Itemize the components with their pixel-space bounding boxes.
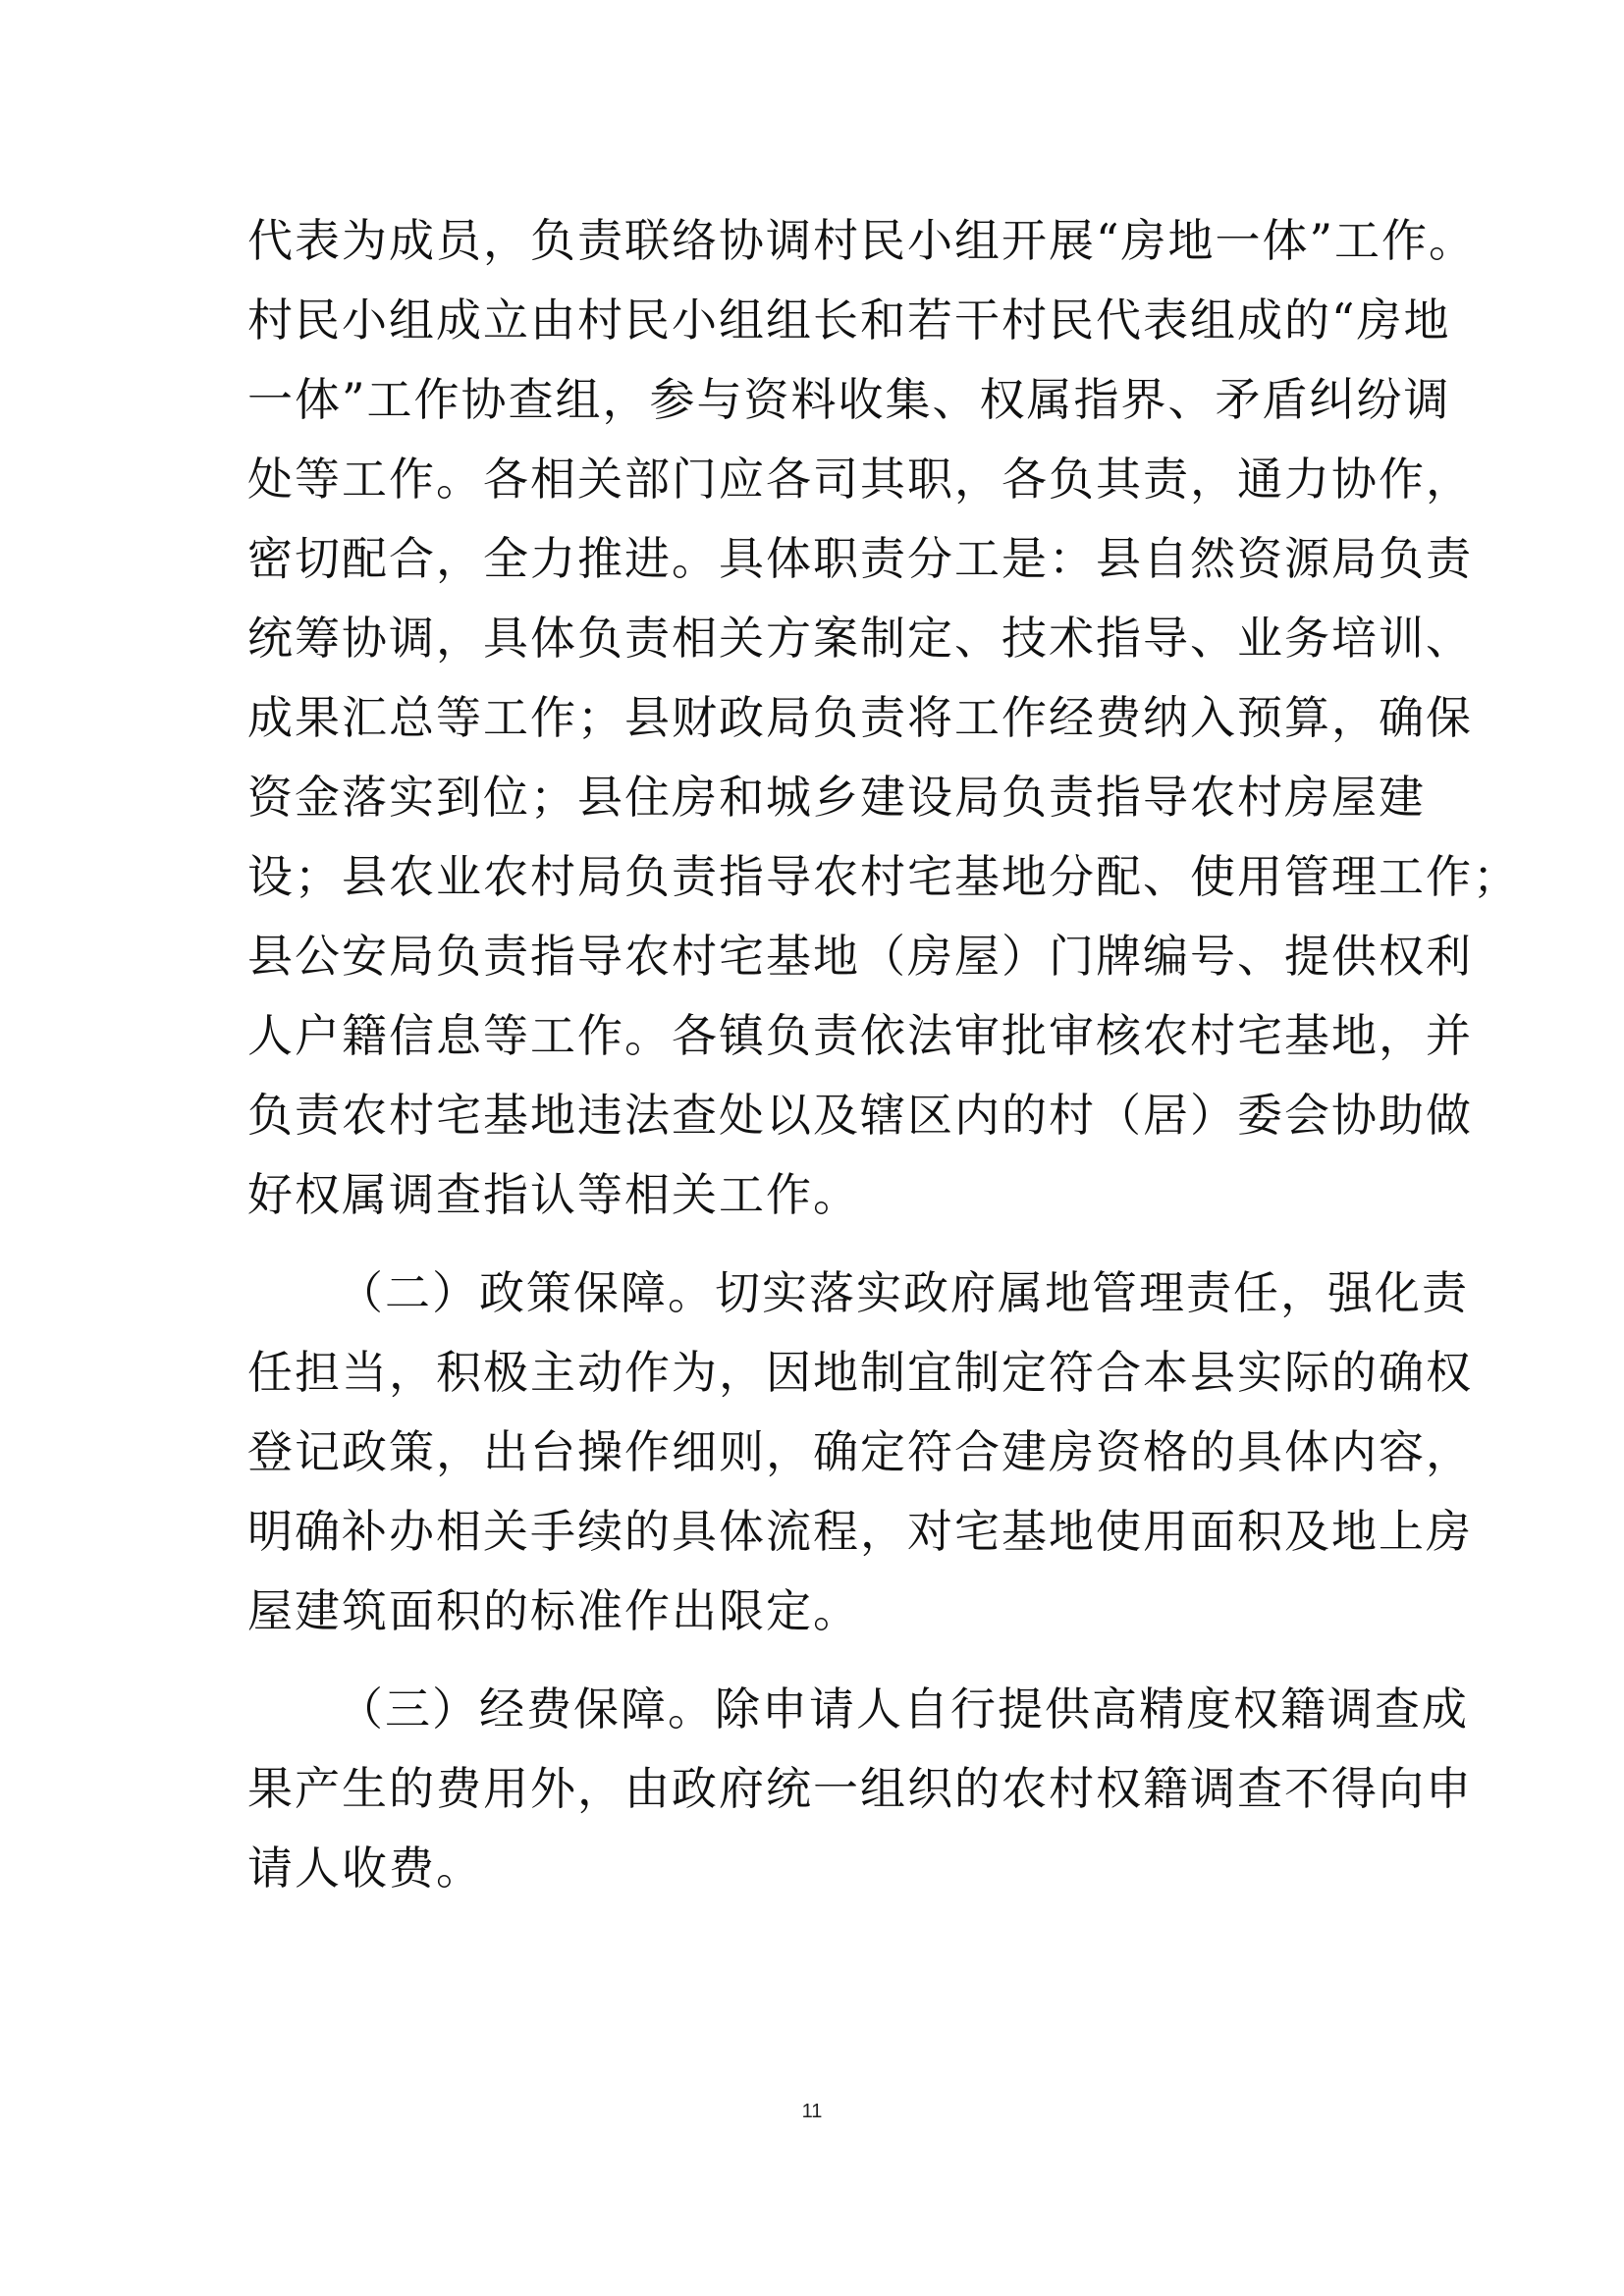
page-number: 11 <box>801 2101 823 2122</box>
text-line: 县公安局负责指导农村宅基地（房屋）门牌编号、提供权利 <box>247 930 1473 983</box>
text-line: 设；县农业农村局负责指导农村宅基地分配、使用管理工作； <box>247 850 1520 903</box>
text-line: 请人收费。 <box>247 1842 483 1895</box>
text-line: 村民小组成立由村民小组组长和若干村民代表组成的“房地 <box>247 294 1451 347</box>
text-line: 明确补办相关手续的具体流程，对宅基地使用面积及地上房 <box>247 1505 1473 1558</box>
text-line: 一体”工作协查组，参与资料收集、权属指界、矛盾纠纷调 <box>247 373 1451 426</box>
text-line: 人户籍信息等工作。各镇负责依法审批审核农村宅基地，并 <box>247 1009 1473 1062</box>
text-line: （三）经费保障。除申请人自行提供高精度权籍调查成 <box>338 1682 1469 1735</box>
text-line: 任担当，积极主动作为，因地制宜制定符合本县实际的确权 <box>247 1346 1473 1399</box>
text-line: 屋建筑面积的标准作出限定。 <box>247 1584 860 1637</box>
text-line: 密切配合，全力推进。具体职责分工是：县自然资源局负责 <box>247 532 1473 585</box>
paragraph-funding-guarantee <box>247 1670 1473 1908</box>
text-line: 处等工作。各相关部门应各司其职，各负其责，通力协作， <box>247 453 1473 506</box>
text-line: 好权属调查指认等相关工作。 <box>247 1168 860 1221</box>
text-line: 成果汇总等工作；县财政局负责将工作经费纳入预算，确保 <box>247 691 1473 744</box>
text-line: 果产生的费用外，由政府统一组织的农村权籍调查不得向申 <box>247 1762 1473 1815</box>
document-body <box>247 201 1520 1908</box>
paragraph-responsibilities <box>247 201 1520 1235</box>
text-line: 负责农村宅基地违法查处以及辖区内的村（居）委会协助做 <box>247 1089 1473 1142</box>
text-line: 代表为成员，负责联络协调村民小组开展“房地一体”工作。 <box>247 214 1477 267</box>
text-line: （二）政策保障。切实落实政府属地管理责任，强化责 <box>338 1266 1469 1319</box>
paragraph-spacer <box>247 1651 1386 1670</box>
paragraph-policy-guarantee <box>247 1254 1473 1651</box>
paragraph-spacer <box>247 1235 1386 1254</box>
text-line: 登记政策，出台操作细则，确定符合建房资格的具体内容， <box>247 1425 1473 1478</box>
text-line: 资金落实到位；县住房和城乡建设局负责指导农村房屋建 <box>247 771 1426 824</box>
text-line: 统筹协调，具体负责相关方案制定、技术指导、业务培训、 <box>247 612 1473 665</box>
